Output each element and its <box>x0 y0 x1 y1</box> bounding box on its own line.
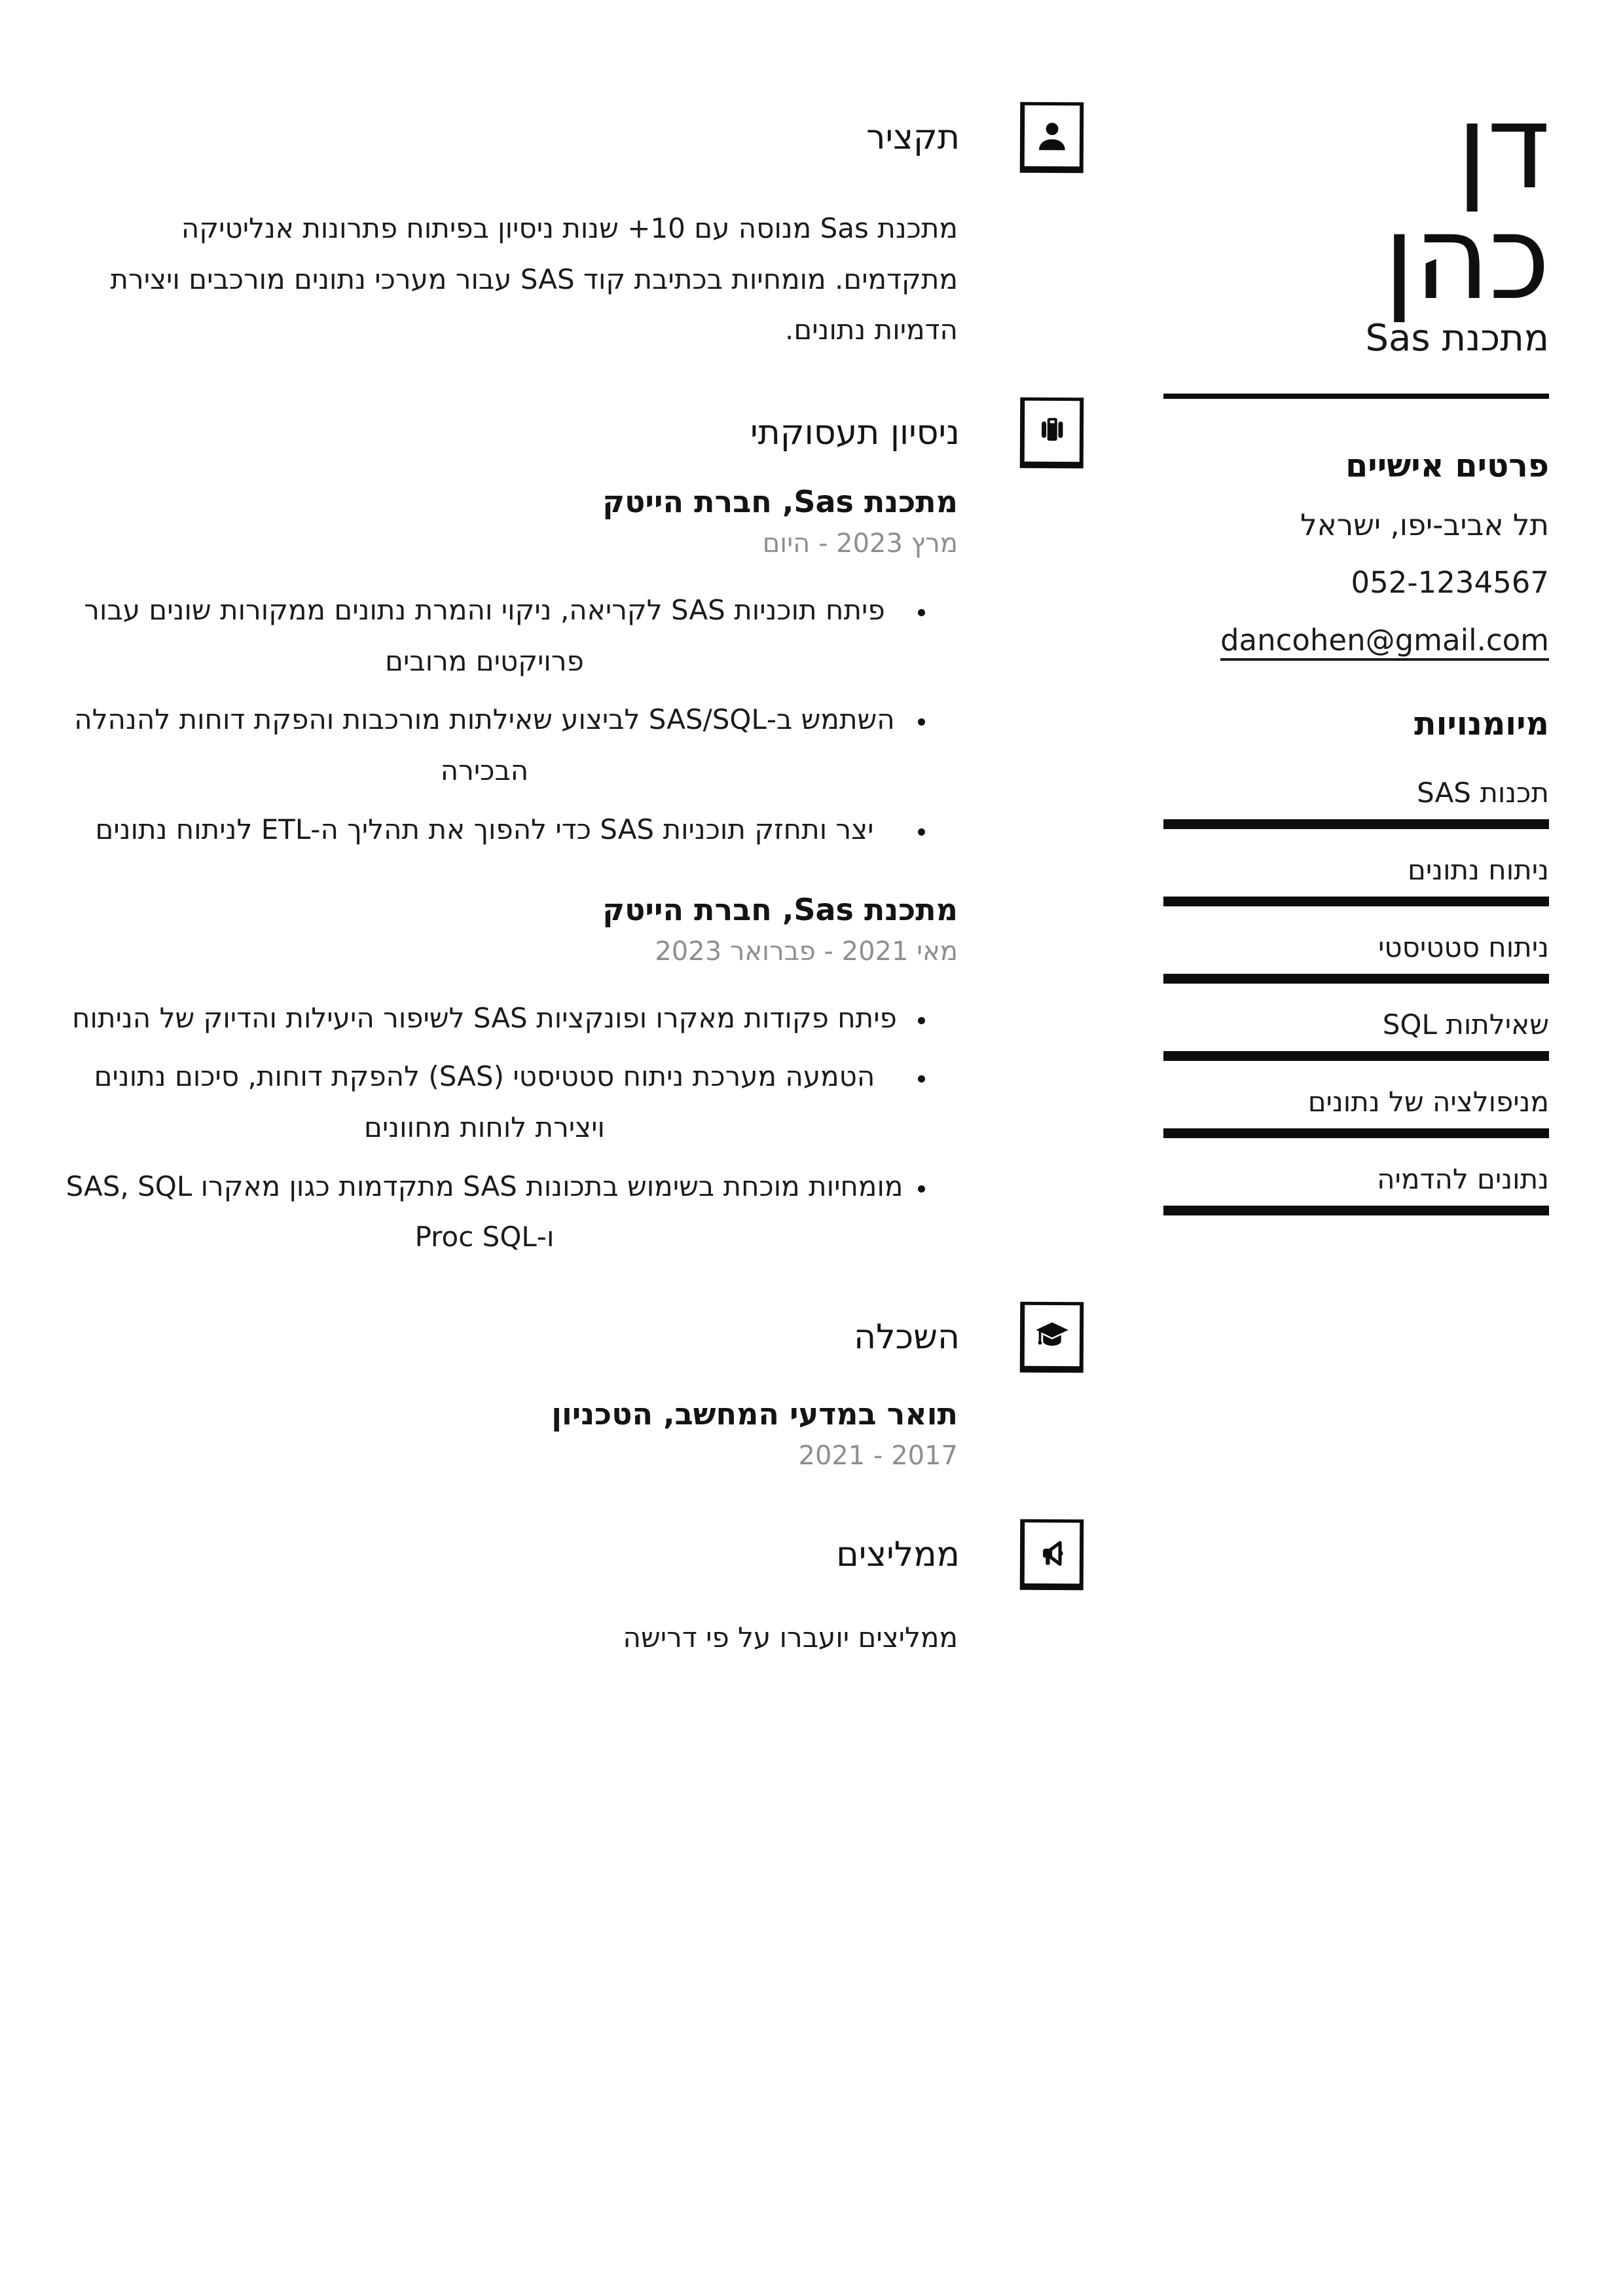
references-title: ממליצים <box>836 1534 960 1574</box>
education-section <box>62 1302 1084 1471</box>
phone-text: 052-1234567 <box>1351 565 1549 600</box>
skill-bar-fill <box>1163 1128 1549 1138</box>
email-link[interactable]: dancohen@gmail.com <box>1220 622 1549 657</box>
megaphone-icon <box>1033 1534 1071 1572</box>
skill-bar-fill <box>1163 897 1549 906</box>
candidate-role: מתכנת Sas <box>1365 317 1549 360</box>
experience-section <box>62 398 1084 1263</box>
skill-bar-fill <box>1163 974 1549 984</box>
bullet-item: • פיתח תוכניות SAS לקריאה, ניקוי והמרת נתונים ממקורות שונים עבור פרויקטים מרובים <box>62 585 907 686</box>
skill-label: ניתוח סטטיסטי <box>1377 931 1549 964</box>
summary-text: מתכנת Sas מנוסה עם 10+ שנות ניסיון בפיתוח פתרונות אנליטיקה מתקדמים. מומחיות בכתיבת קוד SAS עבור מערכי נתונים מורכבים ויצירת הדמיות נתונים. <box>110 212 958 346</box>
job-title: מתכנת Sas, חברת הייטק <box>602 484 958 520</box>
skills-list <box>1163 777 1549 1215</box>
bullet-item: • פיתח פקודות מאקרו ופונקציות SAS לשיפור היעילות והדיוק של הניתוח <box>62 993 907 1044</box>
degree-dates: 2017 - 2021 <box>798 1440 958 1471</box>
skill-bar <box>1163 974 1549 984</box>
skill-item <box>1163 1086 1549 1138</box>
skill-item <box>1163 1009 1549 1061</box>
skill-label: נתונים להדמיה <box>1377 1163 1549 1196</box>
job-entry <box>62 484 958 855</box>
experience-header <box>62 398 1084 468</box>
job-bullet-list <box>62 993 958 1263</box>
experience-title: ניסיון תעסוקתי <box>750 413 960 453</box>
personal-details-heading: פרטים אישיים <box>1345 447 1549 485</box>
experience-body <box>62 484 958 1263</box>
job-dates: מרץ 2023 - היום <box>762 528 958 559</box>
summary-section <box>62 102 1084 356</box>
candidate-last-name: כהן <box>1383 190 1549 326</box>
education-title: השכלה <box>854 1317 960 1357</box>
skill-bar <box>1163 1051 1549 1061</box>
graduation-cap-icon <box>1033 1316 1071 1354</box>
sidebar <box>1163 79 1549 1240</box>
skill-bar-fill <box>1163 1206 1549 1215</box>
candidate-first-name: דן <box>1456 79 1549 215</box>
icon-box <box>1020 1302 1084 1373</box>
icon-box <box>1020 102 1084 174</box>
summary-title: תקציר <box>866 118 960 157</box>
education-body <box>62 1396 958 1471</box>
degree-title: תואר במדעי המחשב, הטכניון <box>551 1396 958 1432</box>
skill-bar <box>1163 1128 1549 1138</box>
skill-bar <box>1163 1206 1549 1215</box>
references-section <box>62 1519 1084 1654</box>
skills-heading: מיומנויות <box>1414 705 1549 743</box>
summary-header <box>62 102 1084 173</box>
skill-item <box>1163 1163 1549 1215</box>
references-header <box>62 1519 1084 1590</box>
education-header <box>62 1302 1084 1373</box>
references-text: ממליצים יועברו על פי דרישה <box>623 1621 958 1654</box>
job-bullet-list <box>62 585 958 855</box>
briefcase-icon <box>1033 412 1071 450</box>
skill-bar <box>1163 819 1549 829</box>
skill-bar-fill <box>1163 819 1549 829</box>
skill-bar <box>1163 897 1549 906</box>
main-column <box>62 102 1084 1693</box>
icon-box <box>1020 398 1084 469</box>
bullet-item: • הטמעה מערכת ניתוח סטטיסטי (SAS) להפקת דוחות, סיכום נתונים ויצירת לוחות מחוונים <box>62 1051 907 1153</box>
divider <box>1163 394 1549 399</box>
job-title: מתכנת Sas, חברת הייטק <box>602 891 958 927</box>
skill-item <box>1163 777 1549 829</box>
location-text: תל אביב-יפו, ישראל <box>1300 508 1549 543</box>
job-entry <box>62 892 958 1263</box>
skill-label: מניפולציה של נתונים <box>1307 1086 1549 1119</box>
bullet-item: • מומחיות מוכחת בשימוש בתכונות SAS מתקדמות כגון מאקרו SAS, SQL ו-Proc SQL <box>62 1161 907 1263</box>
candidate-name <box>1163 79 1549 326</box>
skill-label: שאילתות SQL <box>1382 1009 1549 1041</box>
icon-box <box>1020 1519 1084 1591</box>
skill-label: ניתוח נתונים <box>1408 854 1549 887</box>
bullet-item: • השתמש ב-SAS/SQL לביצוע שאילתות מורכבות והפקת דוחות להנהלה הבכירה <box>62 694 907 796</box>
person-icon <box>1033 117 1071 155</box>
bullet-item: • יצר ותחזק תוכניות SAS כדי להפוך את תהליך ה-ETL לניתוח נתונים <box>62 804 907 855</box>
skill-bar-fill <box>1163 1051 1549 1061</box>
skill-label: תכנות SAS <box>1417 777 1549 809</box>
job-dates: מאי 2021 - פברואר 2023 <box>655 936 958 967</box>
skill-item <box>1163 854 1549 906</box>
skill-item <box>1163 931 1549 984</box>
